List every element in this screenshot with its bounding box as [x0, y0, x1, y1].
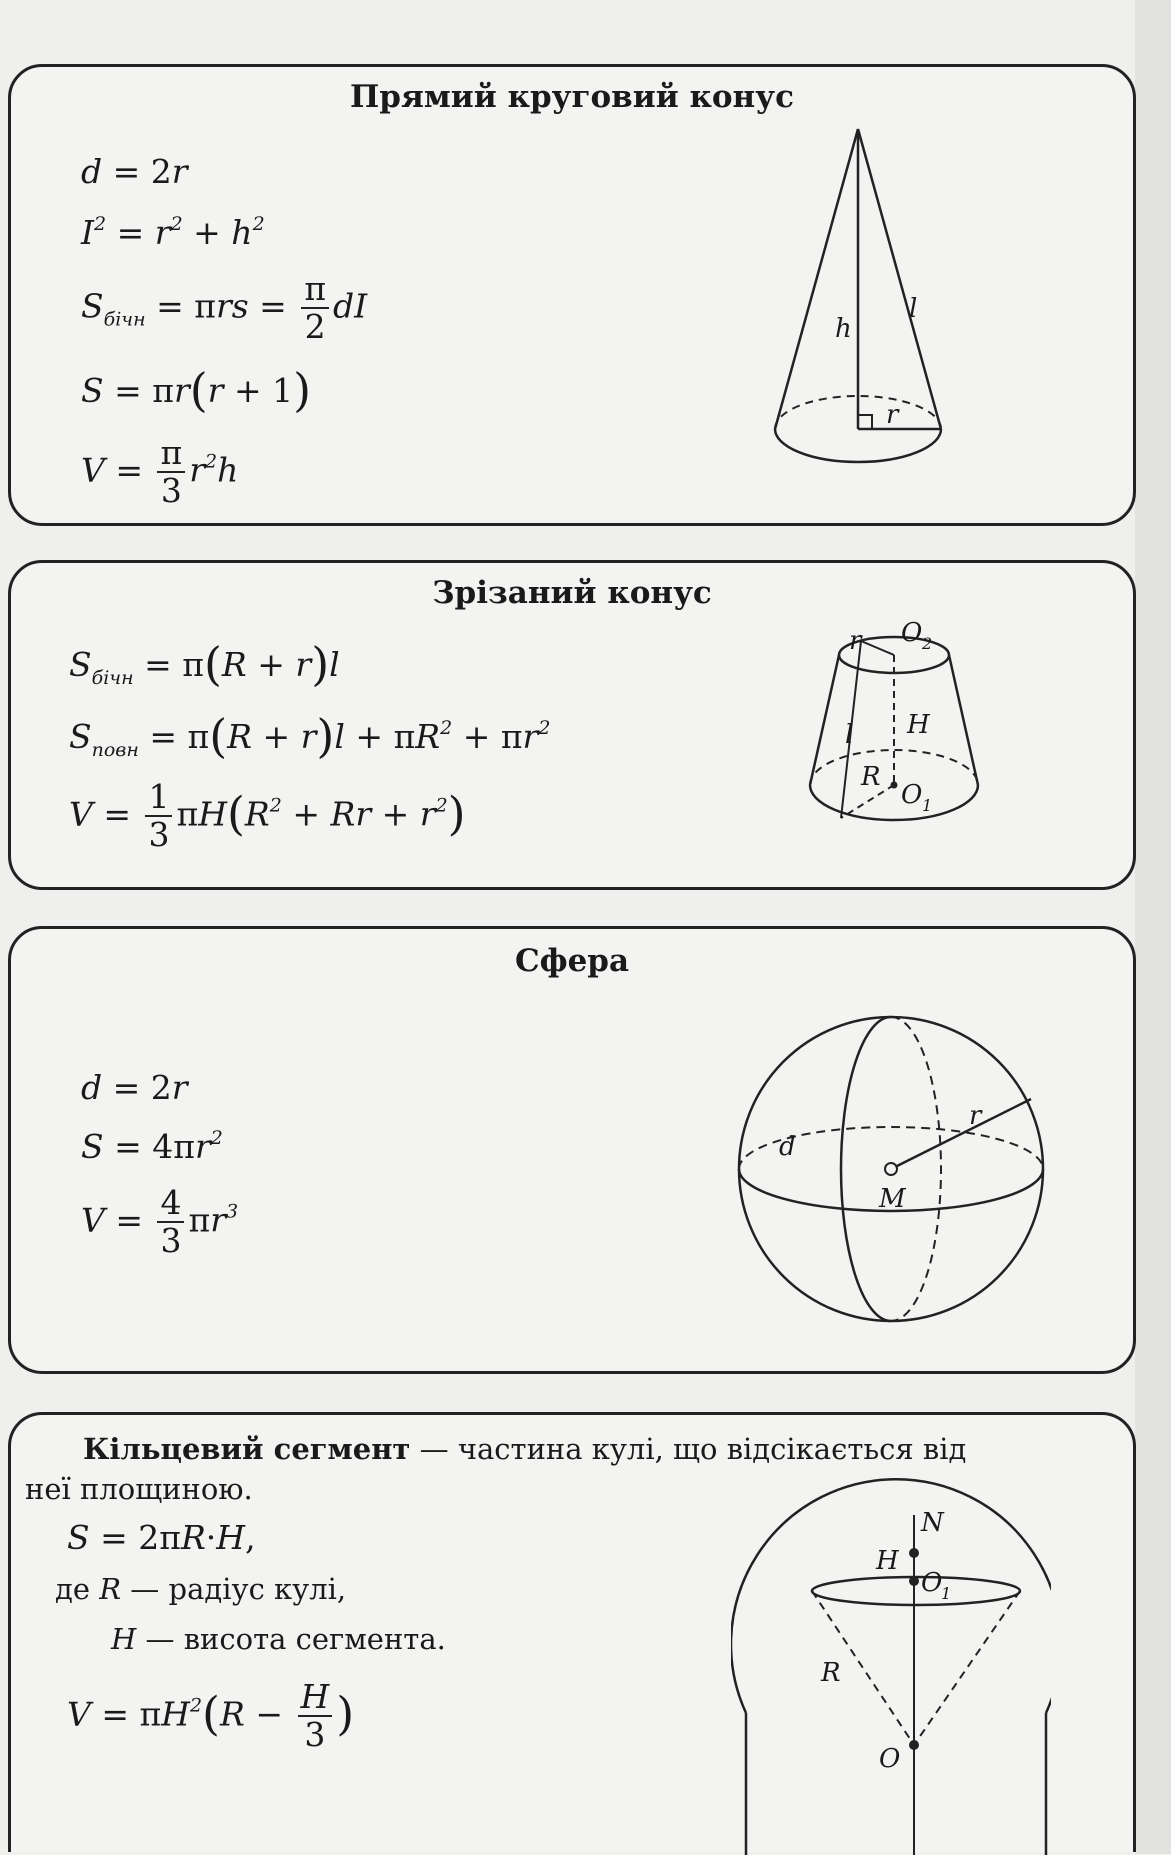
frustum-label-O2: O — [901, 618, 923, 648]
cone-formula-slant: $I^2 = r^2 + h^2$ — [81, 213, 265, 252]
frustum-diagram — [801, 613, 1041, 863]
segment-where-H: H — висота сегмента. — [111, 1622, 446, 1656]
frustum-label-r: r — [849, 626, 862, 656]
cone-formula-diameter: d = 2r — [81, 152, 188, 191]
frustum-label-l: l — [845, 720, 854, 750]
frustum-formula-volume: V = $\frac{1}{3}$ $\pi H(R^2 + Rr + r^2)$ — [69, 777, 466, 855]
segment-label-R: R — [821, 1658, 841, 1688]
sphere-label-M: M — [879, 1184, 906, 1214]
page-edge-shadow — [1135, 0, 1171, 1854]
frustum-card — [8, 560, 1136, 890]
frustum-label-R: R — [861, 762, 881, 792]
cone-card — [8, 64, 1136, 526]
segment-definition-1: — частина кулі, що відсікається від — [410, 1432, 967, 1466]
frustum-label-O2-sub: 2 — [922, 634, 933, 653]
sphere-label-d: d — [779, 1132, 796, 1162]
segment-label-O: O — [879, 1744, 901, 1774]
segment-label-O1-sub: 1 — [941, 1584, 952, 1603]
segment-formula-area: S = 2πR·H, — [67, 1518, 256, 1557]
sphere-formula-diameter: d = 2r — [81, 1068, 188, 1107]
sphere-title: Сфера — [514, 943, 630, 979]
segment-label-H: H — [876, 1546, 899, 1576]
cone-formula-volume: V = $\frac{\pi}{3}$ $r^2h$ — [81, 433, 239, 511]
frustum-formula-total-area: $S_{повн} = \pi(R + r)l + \pi R^2 + \pi r^2$ — [69, 709, 551, 763]
segment-where-H-text: — висота сегмента. — [136, 1622, 446, 1656]
sphere-diagram — [701, 979, 1081, 1359]
frustum-title: Зрізаний конус — [432, 575, 712, 611]
segment-where-R: де R — радіус кулі, — [55, 1572, 347, 1606]
frustum-label-O1: O — [901, 780, 923, 810]
sphere-label-r: r — [969, 1101, 982, 1131]
segment-label-O1: O — [921, 1568, 943, 1598]
segment-definition-line-2: неї площиною. — [25, 1472, 253, 1506]
segment-term: Кільцевий сегмент — [83, 1432, 411, 1466]
frustum-formula-lateral-area: $S_{бічн} = \pi(R + r)l$ — [69, 637, 340, 691]
segment-label-N: N — [921, 1508, 944, 1538]
cone-diagram — [771, 117, 1011, 537]
sphere-card — [8, 926, 1136, 1374]
cone-formula-total-area: S = πr(r + 1) — [81, 363, 312, 417]
frustum-label-H: H — [907, 710, 930, 740]
sphere-formula-volume: V = $\frac{4}{3}$ $\pi r^3$ — [81, 1183, 239, 1261]
segment-where-prefix: де — [55, 1572, 91, 1606]
cone-formula-lateral-area: $S_{бічн} = \pi rs$ = $\frac{\pi}{2}$ dI — [81, 269, 368, 347]
cone-label-l: l — [909, 294, 918, 324]
segment-where-R-text: — радіус кулі, — [121, 1572, 347, 1606]
cone-label-r: r — [886, 400, 899, 430]
sphere-formula-area: $S = 4\pi r^2$ — [81, 1127, 223, 1166]
segment-diagram — [731, 1445, 1051, 1855]
cone-title: Прямий круговий конус — [350, 79, 794, 115]
segment-formula-volume: $V = \pi H^2(R$ − $\frac{H}{3}$ ) — [67, 1677, 355, 1755]
segment-card — [8, 1412, 1136, 1852]
frustum-label-O1-sub: 1 — [922, 796, 933, 815]
cone-label-h: h — [835, 314, 852, 344]
